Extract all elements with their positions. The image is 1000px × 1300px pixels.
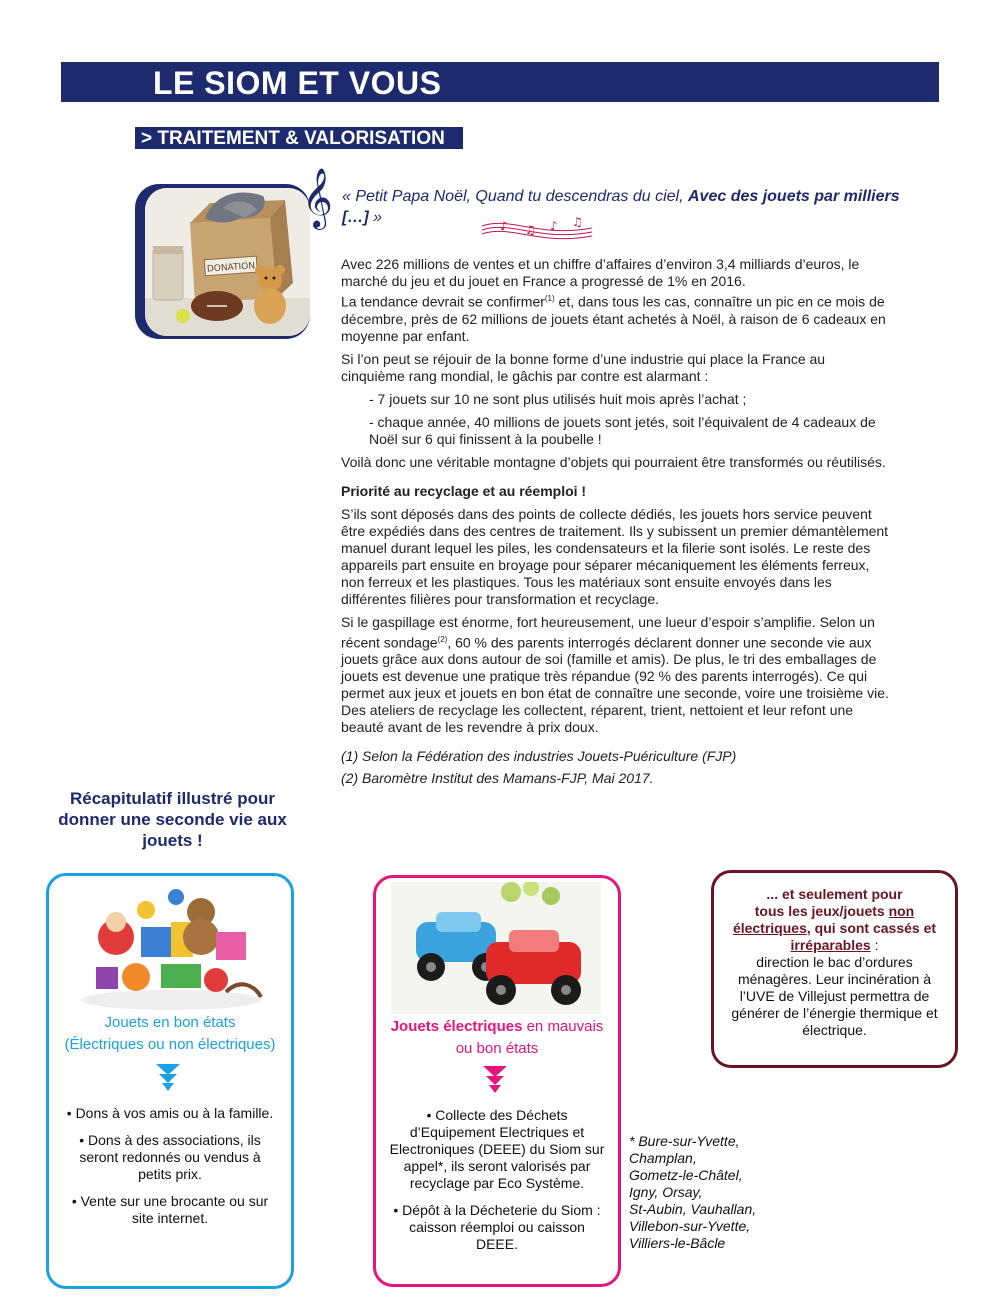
section-tag: > TRAITEMENT & VALORISATION <box>135 127 463 149</box>
article-paragraph: S’ils sont déposés dans des points de collecte dédiés, les jouets hors service peuvent être expédiés dans des centres de traitement. Ils y subissent un premier démantèlement manuel durant lequel les piles, les condensateurs et la filerie sont isolés. Le reste des appareils part ensuite en broyage pour séparer mécaniquement les éléments ferreux, non ferreux et les plastiques. Tous les matériaux sont ensuite envoyés dans les différentes filières pour transformation et recyclage. <box>341 505 889 607</box>
broken-toys-text: ... et seulement pour tous les jeux/jouets non électriques, qui sont cassés et irréparables : direction le bac d’ordures ménagères. Leur incinération à l’UVE de Villejust permettra de générer de l’énergie thermique et électrique. <box>731 886 938 1038</box>
list-item: • Vente sur une brocante ou sur site internet. <box>71 1193 269 1226</box>
treble-clef-icon: 𝄞 <box>302 168 333 228</box>
article-paragraph: Si l’on peut se réjouir de la bonne forme d’une industrie qui place la France au cinquième rang mondial, le gâchis par contre est alarmant : <box>341 350 826 384</box>
good-toys-list <box>66 1105 274 1237</box>
toy-cars-image <box>391 882 601 1014</box>
article-paragraph: Si le gaspillage est énorme, fort heureusement, une lueur d’espoir s’amplifie. Selon un récent sondage$^{(2)}$, 60 % des parents interrogés déclarent donner une seconde vie aux jouets grâce aux dons autour de soi (famille et amis). De plus, le tri des emballages de jouets est devenue une pratique très répandue (92 % des parents interrogés). Ce qui permet aux jeux et jouets en bon état de connaître une seconde, voire une troisième vie. Des ateliers de recyclage les collectent, réparent, trient, nettoient et leur refont une beauté avant de les revendre à prix doux. <box>341 613 889 736</box>
list-item: • Dons à des associations, ils seront redonnés ou vendus à petits prix. <box>79 1132 261 1182</box>
list-item: • Collecte des Déchets d’Equipement Electriques et Electroniques (DEEE) du Siom sur appel*, ils seront valorisés par recyclage par Eco Système. <box>389 1107 605 1191</box>
toys-pile-image <box>76 882 266 1012</box>
communes-list <box>629 1133 789 1252</box>
arrow-down-icon <box>482 1065 508 1095</box>
list-item: Igny, Orsay, <box>629 1184 703 1200</box>
donation-label: DONATION <box>206 261 256 275</box>
list-item: - chaque année, 40 millions de jouets sont jetés, soit l’équivalent de 4 cadeaux de Noël sur 6 qui finissent à la poubelle ! <box>369 413 876 447</box>
quote-part1: « Petit Papa Noël, Quand tu descendras du ciel, <box>342 188 688 205</box>
music-notes-icon <box>480 208 595 252</box>
quote-part2: Avec des jouets par milliers […] <box>342 188 900 226</box>
electric-toys-caption: Jouets électriques en mauvais ou bon états <box>390 1018 604 1057</box>
svg-text:♫: ♫ <box>572 215 583 229</box>
list-item: Villiers-le-Bâcle <box>629 1235 726 1251</box>
list-item: Gometz-le-Châtel, <box>629 1167 743 1183</box>
recap-title: Récapitulatif illustré pour donner une seconde vie aux jouets ! <box>58 789 287 850</box>
article-paragraph: Voilà donc une véritable montagne d’objets qui pourraient être transformés ou réutilisés. <box>341 453 886 470</box>
good-toys-caption: Jouets en bon états (Électriques ou non électriques) <box>64 1014 276 1053</box>
quote-part3: » <box>368 209 382 226</box>
donation-box-photo <box>145 188 310 336</box>
list-item: - 7 jouets sur 10 ne sont plus utilisés huit mois après l’achat ; <box>369 390 747 407</box>
article-paragraph: Avec 226 millions de ventes et un chiffre d’affaires d’environ 3,4 milliards d’euros, le marché du jeu et du jouet en France a progressé de 1% en 2016. La tendance devrait se confirmer$^{(1)}$ et, dans tous les cas, connaître un pic en ce mois de décembre, près de 62 millions de jouets étant achetés à Noël, à raison de 6 cadeaux en moyenne par enfant. <box>341 256 886 344</box>
list-item: • Dons à vos amis ou à la famille. <box>66 1105 274 1121</box>
article-body <box>341 256 891 792</box>
list-item: * Bure-sur-Yvette, <box>629 1133 740 1149</box>
list-item: Champlan, <box>629 1150 697 1166</box>
svg-text:♫: ♫ <box>525 223 536 237</box>
electric-toys-list <box>388 1107 606 1263</box>
svg-text:♪: ♪ <box>550 219 558 233</box>
footnote: (2) Baromètre Institut des Mamans-FJP, Mai 2017. <box>341 770 654 787</box>
quote <box>342 186 902 228</box>
list-item: St-Aubin, Vauhallan, <box>629 1201 757 1217</box>
list-item: • Dépôt à la Décheterie du Siom : caisson réemploi ou caisson DEEE. <box>393 1202 601 1252</box>
article-subheading: Priorité au recyclage et au réemploi ! <box>341 482 587 499</box>
arrow-down-icon <box>155 1063 181 1093</box>
page-title: LE SIOM ET VOUS <box>153 65 442 101</box>
footnote: (1) Selon la Fédération des industries Jouets-Puériculture (FJP) <box>341 748 737 765</box>
svg-text:♪: ♪ <box>500 219 508 233</box>
list-item: Villebon-sur-Yvette, <box>629 1218 751 1234</box>
